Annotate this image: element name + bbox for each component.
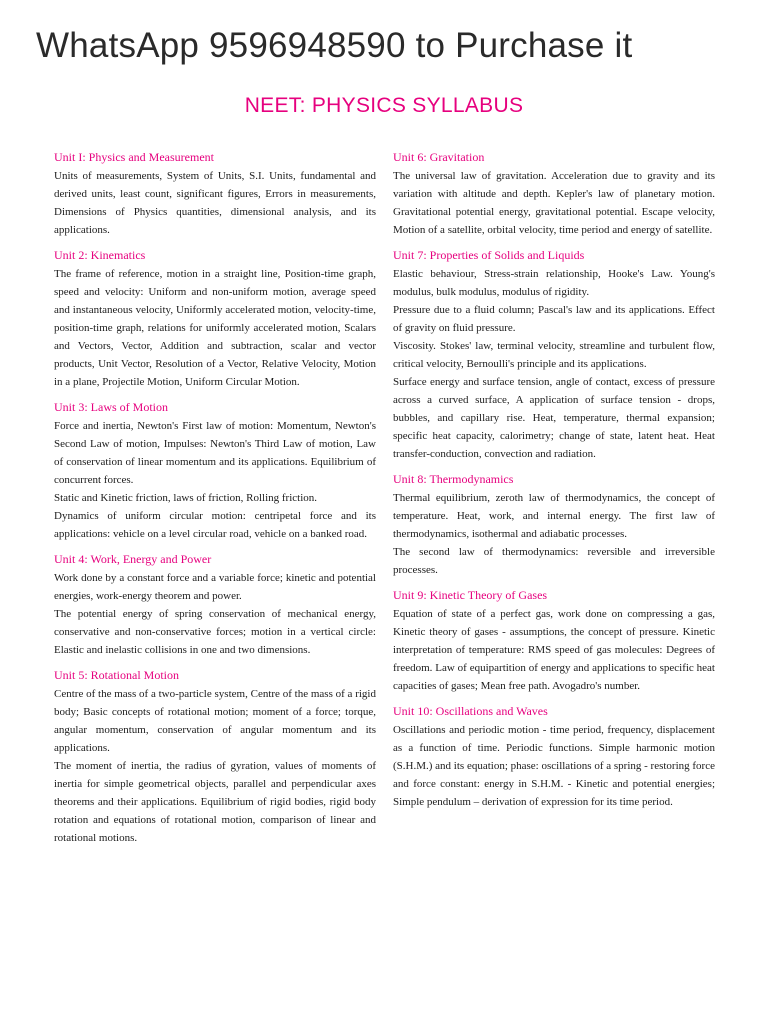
unit-paragraph: The second law of thermodynamics: reversible and irreversible processes. xyxy=(393,546,715,576)
unit-section xyxy=(393,247,715,463)
unit-heading: Unit 2: Kinematics xyxy=(54,248,146,262)
unit-section xyxy=(393,149,715,239)
unit-paragraph: Work done by a constant force and a variable force; kinetic and potential energies, work-energy theorem and power. xyxy=(54,572,376,602)
left-column xyxy=(54,149,376,855)
unit-heading: Unit 5: Rotational Motion xyxy=(54,668,179,682)
whatsapp-banner: WhatsApp 9596948590 to Purchase it xyxy=(36,26,633,65)
unit-heading: Unit 9: Kinetic Theory of Gases xyxy=(393,588,548,602)
unit-paragraph: The frame of reference, motion in a straight line, Position-time graph, speed and velocity: Uniform and non-uniform motion, average speed and instantaneous velocity, Uniformly accelerated motion, velocity-time, position-time graph, relations for uniformly accelerated motion, Scalars and Vectors, Vector, Addition and subtraction, scalar and vector products, Unit Vector, Resolution of a Vector, Relative Velocity, Motion in a plane, Projectile Motion, Uniform Circular Motion. xyxy=(54,268,376,388)
unit-heading: Unit 10: Oscillations and Waves xyxy=(393,704,548,718)
unit-heading: Unit 7: Properties of Solids and Liquids xyxy=(393,248,585,262)
unit-paragraph: Static and Kinetic friction, laws of friction, Rolling friction. xyxy=(54,492,318,504)
unit-paragraph: Equation of state of a perfect gas, work done on compressing a gas, Kinetic theory of gases - assumptions, the concept of pressure. Kinetic interpretation of temperature: RMS speed of gas molecules: Degrees of freedom. Law of equipartition of energy and applications to specific heat capacities of gases; Mean free path. Avogadro's number. xyxy=(393,608,715,692)
unit-section xyxy=(393,471,715,579)
unit-paragraph: Viscosity. Stokes' law, terminal velocity, streamline and turbulent flow, critical velocity, Bernoulli's principle and its applications. xyxy=(393,340,715,370)
unit-paragraph: Units of measurements, System of Units, S.I. Units, fundamental and derived units, least count, significant figures, Errors in measurements, Dimensions of Physics quantities, dimensional analysis, and its applications. xyxy=(54,170,376,236)
unit-heading: Unit 8: Thermodynamics xyxy=(393,472,514,486)
unit-section xyxy=(54,667,376,847)
unit-heading: Unit 4: Work, Energy and Power xyxy=(54,552,212,566)
unit-section xyxy=(393,587,715,695)
right-column xyxy=(393,149,715,819)
unit-paragraph: Centre of the mass of a two-particle system, Centre of the mass of a rigid body; Basic concepts of rotational motion; moment of a force; torque, angular momentum, conservation of angular momentum and its applications. xyxy=(54,688,376,754)
unit-paragraph: Oscillations and periodic motion - time period, frequency, displacement as a function of time. Periodic functions. Simple harmonic motion (S.H.M.) and its equation; phase: oscillations of a spring - restoring force and force constant: energy in S.H.M. - Kinetic and potential energies; Simple pendulum – derivation of expression for its time period. xyxy=(393,724,715,808)
unit-heading: Unit 6: Gravitation xyxy=(393,150,485,164)
unit-heading: Unit 3: Laws of Motion xyxy=(54,400,168,414)
unit-paragraph: Pressure due to a fluid column; Pascal's law and its applications. Effect of gravity on fluid pressure. xyxy=(393,304,715,334)
unit-paragraph: The potential energy of spring conservation of mechanical energy, conservative and non-conservative forces; motion in a vertical circle: Elastic and inelastic collisions in one and two dimensions. xyxy=(54,608,376,656)
unit-paragraph: Thermal equilibrium, zeroth law of thermodynamics, the concept of temperature. Heat, work, and internal energy. The first law of thermodynamics, isothermal and adiabatic processes. xyxy=(393,492,715,540)
unit-paragraph: Surface energy and surface tension, angle of contact, excess of pressure across a curved surface, A application of surface tension - drops, bubbles, and capillary rise. Heat, temperature, thermal expansion; specific heat capacity, calorimetry; change of state, latent heat. Heat transfer-conduction, convection and radiation. xyxy=(393,376,715,460)
unit-heading: Unit I: Physics and Measurement xyxy=(54,150,214,164)
unit-section xyxy=(54,551,376,659)
unit-paragraph: Force and inertia, Newton's First law of motion: Momentum, Newton's Second Law of motion, Impulses: Newton's Third Law of motion, Law of conservation of linear momentum and its applications. Equilibrium of concurrent forces. xyxy=(54,420,376,486)
unit-section xyxy=(393,703,715,811)
unit-paragraph: Dynamics of uniform circular motion: centripetal force and its applications: vehicle on a level circular road, vehicle on a banked road. xyxy=(54,510,376,540)
unit-paragraph: The moment of inertia, the radius of gyration, values of moments of inertia for simple geometrical objects, parallel and perpendicular axes theorems and their applications. Equilibrium of rigid bodies, rigid body rotation and equations of rotational motion, comparison of linear and rotational motions. xyxy=(54,760,376,844)
unit-section xyxy=(54,247,376,391)
page-title: NEET: PHYSICS SYLLABUS xyxy=(244,94,524,117)
unit-paragraph: The universal law of gravitation. Acceleration due to gravity and its variation with altitude and depth. Kepler's law of planetary motion. Gravitational potential energy, gravitational potential. Escape velocity, Motion of a satellite, orbital velocity, time period and energy of satellite. xyxy=(393,170,715,236)
unit-paragraph: Elastic behaviour, Stress-strain relationship, Hooke's Law. Young's modulus, bulk modulus, modulus of rigidity. xyxy=(393,268,715,298)
unit-section xyxy=(54,149,376,239)
unit-section xyxy=(54,399,376,543)
